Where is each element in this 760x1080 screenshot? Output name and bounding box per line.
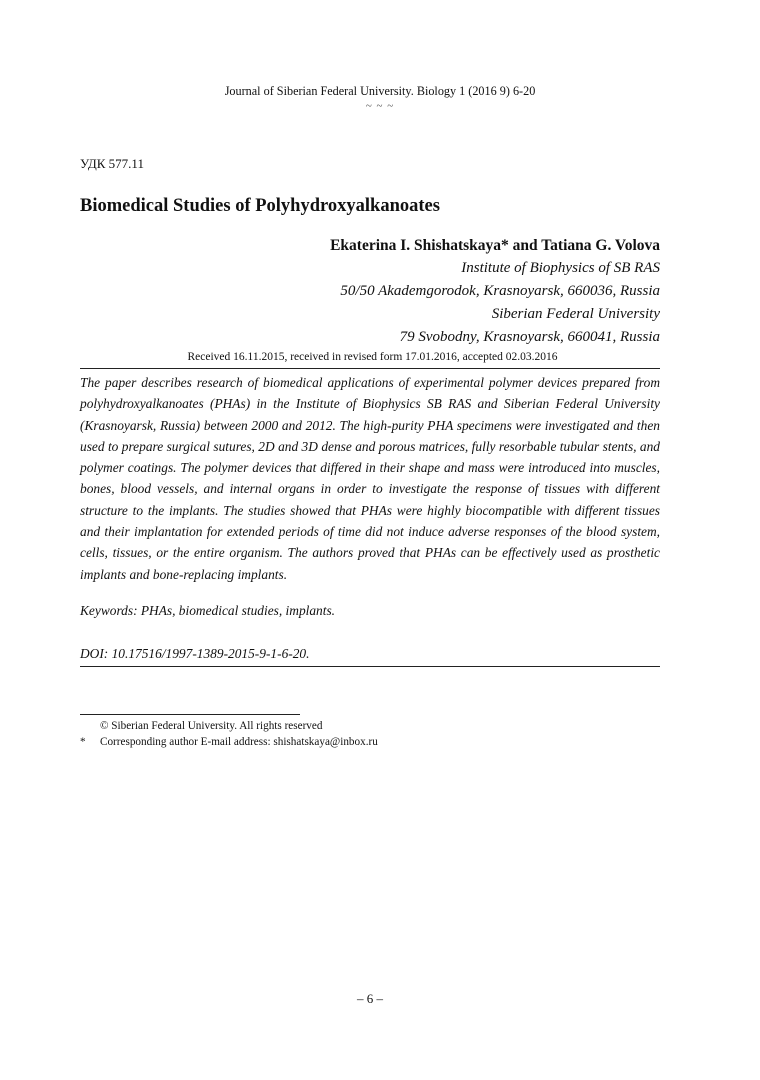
journal-header: Journal of Siberian Federal University. Biology 1 (2016 9) 6-20 xyxy=(224,84,536,98)
page-number: – 6 – xyxy=(357,991,383,1006)
doi: DOI: 10.17516/1997-1389-2015-9-1-6-20. xyxy=(80,646,310,661)
received-dates: Received 16.11.2015, received in revised form 17.01.2016, accepted 02.03.2016 xyxy=(187,351,558,363)
footnote-copyright xyxy=(80,720,322,732)
abstract-top-rule xyxy=(80,368,660,369)
affiliation-line: Institute of Biophysics of SB RAS xyxy=(461,260,660,276)
header-ornament: ~ ~ ~ xyxy=(365,100,395,112)
abstract: The paper describes research of biomedical applications of experimental polymer devices prepared from polyhydroxyalkanoates (PHAs) in the Institute of Biophysics SB RAS and Siberian Federal University (Krasnoyarsk, Russia) between 2000 and 2012. The high-purity PHA specimens were investigated and then used to prepare surgical sutures, 2D and 3D dense and porous matrices, fully resorbable tubular stents, and polymer coatings. The polymer devices that differed in their shape and mass were introduced into muscles, bones, blood vessels, and internal organs in order to investigate the response of tissues with different structure to the implants. The studies showed that PHAs were highly biocompatible with different tissues and their implantation for extended periods of time did not induce adverse responses of the blood system, cells, tissues, or the entire organism. The authors proved that PHAs can be effectively used as prosthetic implants and bone-replacing implants. xyxy=(80,375,660,582)
authors: Ekaterina I. Shishatskaya* and Tatiana G. Volova xyxy=(330,237,660,254)
affiliation-line: 50/50 Akademgorodok, Krasnoyarsk, 660036, Russia xyxy=(340,283,660,299)
article-title: Biomedical Studies of Polyhydroxyalkanoates xyxy=(80,196,440,216)
footnote-corresponding xyxy=(80,736,378,748)
abstract-bottom-rule xyxy=(80,666,660,667)
affiliation-line: 79 Svobodny, Krasnoyarsk, 660041, Russia xyxy=(399,329,660,345)
affiliation-line: Siberian Federal University xyxy=(491,306,660,322)
copyright-text: © Siberian Federal University. All rights reserved xyxy=(100,720,323,732)
footnote-rule xyxy=(80,714,300,715)
corresponding-text: Corresponding author E-mail address: shishatskaya@inbox.ru xyxy=(100,736,378,748)
udc-code: УДК 577.11 xyxy=(80,156,144,171)
asterisk-mark: * xyxy=(80,736,86,748)
keywords: Keywords: PHAs, biomedical studies, implants. xyxy=(80,603,336,618)
